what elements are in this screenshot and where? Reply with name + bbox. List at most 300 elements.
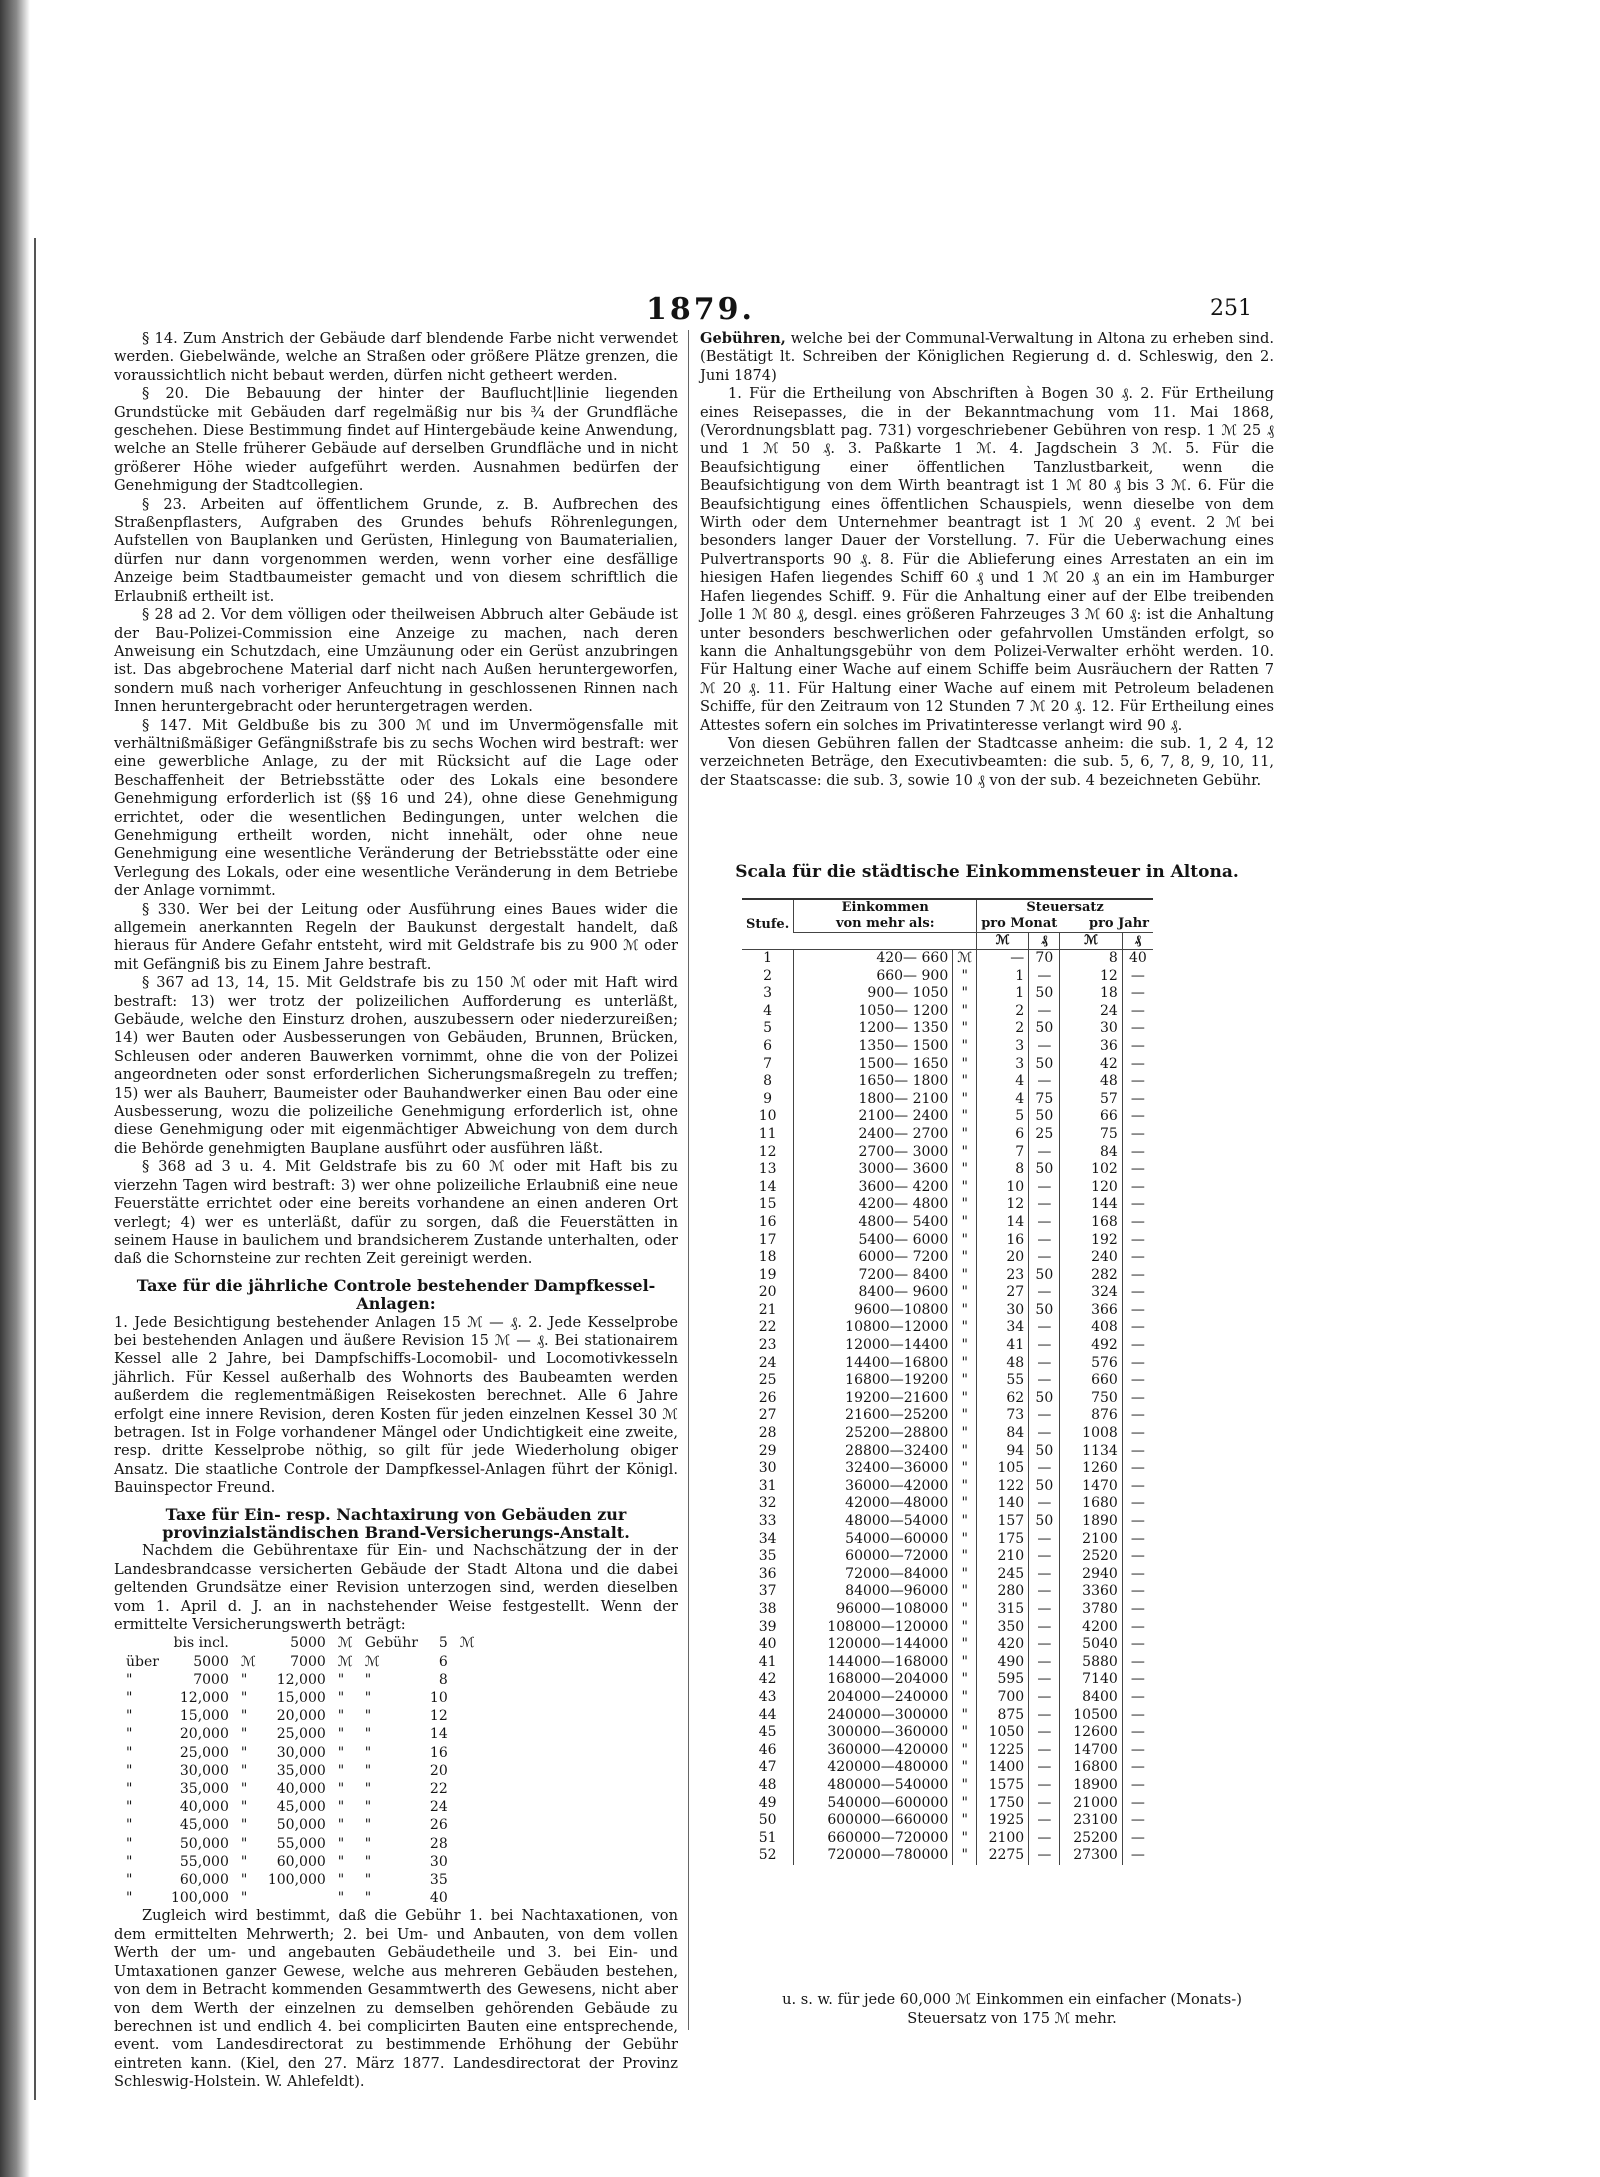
tax-cell: 19 <box>758 1266 777 1283</box>
tax-cell: 1800— 2100 <box>794 1091 953 1109</box>
tax-cell: " <box>953 1636 977 1654</box>
tax-cell: 23 <box>977 1267 1029 1285</box>
left-column <box>114 330 678 2092</box>
tax-row <box>742 1337 1153 1355</box>
tax-cell: 27 <box>758 1407 777 1424</box>
tax-cell: — <box>1122 1003 1153 1021</box>
regulation-paragraph: § 20. Die Bebauung der hinter der Bauflucht|linie liegenden Grundstücke mit Gebäuden darf regelmäßig nur bis ¾ der Grundfläche geschehen. Diese Bestimmung findet auf Hintergebäude keine Anwendung, welche an Stelle früherer Gebäude auf derselben Grundfläche und in nicht größerer Höhe wieder aufgeführt werden. Ausnahmen bedürfen der Genehmigung der Stadtcollegien. <box>114 385 678 495</box>
tax-cell: 120000—144000 <box>794 1636 953 1654</box>
fee-cell: " <box>240 1835 248 1852</box>
fee-cell: " <box>240 1799 248 1816</box>
header-year: pro Jahr <box>1088 916 1149 931</box>
tax-cell: — <box>1122 1548 1153 1566</box>
tax-cell: 875 <box>977 1707 1029 1725</box>
fee-cell: " <box>364 1872 372 1889</box>
tax-cell: 39 <box>758 1618 777 1635</box>
tax-row <box>742 1495 1153 1513</box>
insurance-fee-heading: Taxe für Ein- resp. Nachtaxirung von Gebäuden zur provinzialständischen Brand-Versicherungs-Anstalt. <box>162 1504 630 1542</box>
tax-cell: " <box>953 1196 977 1214</box>
tax-cell: — <box>1122 1759 1153 1777</box>
tax-cell: 35 <box>758 1548 777 1565</box>
tax-row <box>742 1671 1153 1689</box>
tax-cell: " <box>953 1038 977 1056</box>
tax-cell: — <box>1029 1795 1060 1813</box>
fee-cell <box>454 1798 481 1816</box>
header-month: pro Monat <box>981 916 1058 931</box>
tax-cell: — <box>1029 1460 1060 1478</box>
tax-scale-title: Scala für die städtische Einkommensteuer in Altona. <box>735 862 1239 882</box>
tax-cell: 10 <box>977 1179 1029 1197</box>
tax-cell: 43 <box>758 1688 777 1705</box>
tax-row <box>742 985 1153 1003</box>
tax-cell: 1050— 1200 <box>794 1003 953 1021</box>
tax-cell: " <box>953 1232 977 1250</box>
header-year-mark: ℳ <box>1060 933 1122 950</box>
tax-cell: 23 <box>758 1337 777 1354</box>
tax-cell: 144 <box>1060 1196 1122 1214</box>
fee-cell: " <box>240 1726 248 1743</box>
fee-cell: 60,000 <box>276 1853 326 1870</box>
tax-cell: 2100 <box>1060 1531 1122 1549</box>
tax-cell: 48 <box>758 1776 777 1793</box>
tax-cell: — <box>1122 1619 1153 1637</box>
header-rate <box>977 899 1153 933</box>
fee-cell: " <box>126 1835 133 1852</box>
tax-cell: 34 <box>977 1319 1029 1337</box>
tax-cell: — <box>1122 1108 1153 1126</box>
tax-cell: 1400 <box>977 1759 1029 1777</box>
tax-cell: 1 <box>977 985 1029 1003</box>
fee-cell: 20,000 <box>276 1708 326 1725</box>
tax-cell: 10 <box>758 1108 777 1125</box>
tax-cell: — <box>1029 1601 1060 1619</box>
tax-cell: 108000—120000 <box>794 1619 953 1637</box>
fee-cell: 8 <box>438 1671 448 1688</box>
fee-cell: " <box>240 1817 248 1834</box>
tax-cell: 47 <box>758 1759 777 1776</box>
fee-cell: " <box>337 1762 345 1779</box>
tax-cell: 300000—360000 <box>794 1724 953 1742</box>
tax-cell: 3600— 4200 <box>794 1179 953 1197</box>
tax-cell: 42 <box>1060 1056 1122 1074</box>
fee-row <box>120 1653 481 1671</box>
fee-cell: 50,000 <box>276 1817 326 1834</box>
fee-cell: " <box>364 1690 372 1707</box>
fee-cell: " <box>240 1708 248 1725</box>
tax-cell: " <box>953 1531 977 1549</box>
tax-cell: 1200— 1350 <box>794 1020 953 1038</box>
tax-row <box>742 1583 1153 1601</box>
tax-cell: 16800 <box>1060 1759 1122 1777</box>
fee-cell <box>454 1653 481 1671</box>
tax-row <box>742 1232 1153 1250</box>
tax-cell: — <box>1029 1777 1060 1795</box>
tax-cell: — <box>1029 1566 1060 1584</box>
fees-distribution: Von diesen Gebühren fallen der Stadtcasse anheim: die sub. 1, 2 4, 12 verzeichneten Beträge, den Executivbeamten: die sub. 5, 6, 7, 8, 9, 10, 11, der Staatscasse: die sub. 3, sowie 10 ₰ von der sub. 4 bezeichneten Gebühr. <box>700 734 1274 789</box>
tax-cell: 245 <box>977 1566 1029 1584</box>
fee-cell: " <box>364 1726 372 1743</box>
tax-row <box>742 1407 1153 1425</box>
tax-cell: 600000—660000 <box>794 1812 953 1830</box>
tax-row <box>742 1566 1153 1584</box>
tax-cell: — <box>1029 1144 1060 1162</box>
tax-cell: — <box>1122 1214 1153 1232</box>
fee-cell <box>454 1835 481 1853</box>
tax-cell: 2520 <box>1060 1548 1122 1566</box>
tax-cell: 25200 <box>1060 1830 1122 1848</box>
tax-row <box>742 1777 1153 1795</box>
tax-cell: 50 <box>1029 1443 1060 1461</box>
tax-cell: 73 <box>977 1407 1029 1425</box>
tax-cell: " <box>953 1003 977 1021</box>
insurance-fee-text: Nachdem die Gebührentaxe für Ein- und Nachschätzung der in der Landesbrandcasse versicherten Gebäude der Stadt Altona und die dabei geltenden Grundsätze einer Revision unterzogen sind, werden dieselben vom 1. April d. J. an in nachstehender Weise festgestellt. Wenn der ermittelte Versicherungswerth beträgt: <box>114 1542 678 1634</box>
fee-cell <box>454 1671 481 1689</box>
header-income <box>794 899 977 933</box>
fee-cell: " <box>364 1762 372 1779</box>
fee-cell: " <box>126 1671 133 1688</box>
tax-row <box>742 1161 1153 1179</box>
tax-cell: — <box>1029 968 1060 986</box>
tax-cell: — <box>1029 1073 1060 1091</box>
tax-cell: — <box>1029 1583 1060 1601</box>
tax-cell: " <box>953 1847 977 1865</box>
tax-cell: 14700 <box>1060 1742 1122 1760</box>
tax-cell: " <box>953 1284 977 1302</box>
tax-cell: 12 <box>1060 968 1122 986</box>
tax-cell: 2940 <box>1060 1566 1122 1584</box>
tax-cell: — <box>1029 1038 1060 1056</box>
tax-cell: 157 <box>977 1513 1029 1531</box>
tax-cell: 876 <box>1060 1407 1122 1425</box>
tax-cell: — <box>1122 1161 1153 1179</box>
fee-cell: " <box>337 1817 345 1834</box>
tax-cell: 540000—600000 <box>794 1795 953 1813</box>
tax-cell: 175 <box>977 1531 1029 1549</box>
tax-cell: 240 <box>1060 1249 1122 1267</box>
fee-cell: 15,000 <box>179 1708 229 1725</box>
tax-cell: 66 <box>1060 1108 1122 1126</box>
tax-cell: 366 <box>1060 1302 1122 1320</box>
tax-cell: 6 <box>763 1037 773 1054</box>
tax-row <box>742 1619 1153 1637</box>
fee-cell: 10 <box>429 1690 448 1707</box>
tax-cell: 50 <box>1029 1267 1060 1285</box>
tax-row <box>742 1091 1153 1109</box>
tax-cell: " <box>953 1812 977 1830</box>
tax-cell: 30 <box>1060 1020 1122 1038</box>
tax-cell: 84 <box>1060 1144 1122 1162</box>
fee-cell: 55,000 <box>179 1853 229 1870</box>
fee-row <box>120 1689 481 1707</box>
fee-cell: 100,000 <box>170 1890 229 1907</box>
tax-cell: 1680 <box>1060 1495 1122 1513</box>
tax-cell: 42000—48000 <box>794 1495 953 1513</box>
fee-cell: 100,000 <box>267 1872 326 1889</box>
tax-cell: 21600—25200 <box>794 1407 953 1425</box>
tax-cell: 1 <box>977 968 1029 986</box>
tax-cell: — <box>1029 1249 1060 1267</box>
fee-cell: ℳ <box>240 1653 256 1670</box>
fee-cell: 50,000 <box>179 1835 229 1852</box>
boiler-fee-text: 1. Jede Besichtigung bestehender Anlagen 15 ℳ — ₰. 2. Jede Kesselprobe bei bestehenden Anlagen und äußere Revision 15 ℳ — ₰. Bei stationairem Kessel alle 2 Jahre, bei Dampfschiffs-Locomobil- und Locomotivkesseln jährlich. Für Kessel außerhalb des Wohnorts des Baubeamten werden außerdem die reglementmäßigen Reisekosten berechnet. Alle 6 Jahre erfolgt eine innere Revision, deren Kosten für jeden einzelnen Kessel 30 ℳ betragen. Ist in Folge vorhandener Mängel oder Undichtigkeit eine zweite, resp. dritte Kesselprobe nöthig, so gilt für jede Wiederholung obiger Ansatz. Die staatliche Controle der Dampfkessel-Anlagen führt der Königl. Bauinspector Freund. <box>114 1313 678 1497</box>
tax-cell: 4 <box>977 1091 1029 1109</box>
tax-row <box>742 1126 1153 1144</box>
tax-cell: 4200 <box>1060 1619 1122 1637</box>
tax-cell: 30 <box>977 1302 1029 1320</box>
tax-cell: 25 <box>1029 1126 1060 1144</box>
tax-cell: — <box>1029 1707 1060 1725</box>
fee-cell: " <box>337 1872 345 1889</box>
tax-cell: " <box>953 985 977 1003</box>
tax-cell: 210 <box>977 1548 1029 1566</box>
fee-cell <box>454 1853 481 1871</box>
fee-cell: " <box>126 1708 133 1725</box>
tax-cell: 16800—19200 <box>794 1372 953 1390</box>
fee-cell: " <box>240 1744 248 1761</box>
fee-cell: " <box>240 1762 248 1779</box>
tax-cell: 2275 <box>977 1847 1029 1865</box>
page-number: 251 <box>1210 296 1252 321</box>
regulation-paragraph: § 367 ad 13, 14, 15. Mit Geldstrafe bis zu 150 ℳ oder mit Haft wird bestraft: 13) wer trotz der polizeilichen Aufforderung es unterläßt, Gebäude, welche den Einsturz drohen, auszubessern oder niederzureißen; 14) wer Bauten oder Ausbesserungen von Gebäuden, Brunnen, Brücken, Schleusen oder anderen Bauwerken vornimmt, ohne die von der Polizei angeordneten oder sonst erforderlichen Sicherungsmaßregeln zu treffen; 15) wer als Bauherr, Baumeister oder Bauhandwerker einen Bau oder eine Ausbesserung, wozu die polizeiliche Genehmigung erforderlich ist, ohne diese Genehmigung oder mit eigenmächtiger Abweichung von dem durch die Behörde genehmigten Bauplane ausführt oder ausführen läßt. <box>114 974 678 1157</box>
fee-cell: 30,000 <box>179 1762 229 1779</box>
tax-cell: 480000—540000 <box>794 1777 953 1795</box>
tax-cell: — <box>1122 1232 1153 1250</box>
tax-cell: — <box>1029 1232 1060 1250</box>
fee-row <box>120 1780 481 1798</box>
regulation-paragraphs <box>114 330 678 1269</box>
header-month-mark: ℳ <box>977 933 1029 950</box>
tax-cell: " <box>953 1513 977 1531</box>
fee-cell <box>454 1707 481 1725</box>
tax-cell: 60000—72000 <box>794 1548 953 1566</box>
tax-cell: 420000—480000 <box>794 1759 953 1777</box>
tax-cell: 24 <box>758 1354 777 1371</box>
fee-cell: " <box>337 1799 345 1816</box>
tax-cell: — <box>1029 1531 1060 1549</box>
tax-cell: 36 <box>1060 1038 1122 1056</box>
fee-cell: " <box>364 1671 372 1688</box>
tax-cell: 8400— 9600 <box>794 1284 953 1302</box>
tax-cell: 12600 <box>1060 1724 1122 1742</box>
tax-row <box>742 1513 1153 1531</box>
tax-cell: — <box>1029 1425 1060 1443</box>
boiler-fee-heading: Taxe für die jährliche Controle bestehender Dampfkessel-Anlagen: <box>136 1275 656 1314</box>
fee-cell: 30,000 <box>276 1744 326 1761</box>
tax-row <box>742 1372 1153 1390</box>
tax-cell: 324 <box>1060 1284 1122 1302</box>
tax-cell: — <box>1122 1513 1153 1531</box>
tax-cell: 2 <box>977 1003 1029 1021</box>
tax-cell: — <box>1122 1407 1153 1425</box>
tax-cell: — <box>1122 1654 1153 1672</box>
tax-cell: 122 <box>977 1478 1029 1496</box>
tax-cell: — <box>1122 1601 1153 1619</box>
tax-cell: 3360 <box>1060 1583 1122 1601</box>
tax-row <box>742 1179 1153 1197</box>
tax-cell: 21 <box>758 1301 777 1318</box>
tax-cell: — <box>1122 1337 1153 1355</box>
tax-cell: 16 <box>758 1213 777 1230</box>
header-year-pf: ₰ <box>1122 933 1153 950</box>
fee-cell: ℳ <box>337 1653 353 1670</box>
fee-cell: 5000 <box>193 1653 229 1670</box>
tax-cell: 282 <box>1060 1267 1122 1285</box>
tax-cell: 48 <box>977 1355 1029 1373</box>
tax-cell: 20 <box>977 1249 1029 1267</box>
tax-cell: " <box>953 1337 977 1355</box>
tax-cell: — <box>1122 1830 1153 1848</box>
tax-cell: 7140 <box>1060 1671 1122 1689</box>
fee-cell: 15,000 <box>276 1690 326 1707</box>
tax-cell: 18 <box>1060 985 1122 1003</box>
fee-cell: 24 <box>429 1799 448 1816</box>
fee-cell: " <box>364 1817 372 1834</box>
tax-cell: " <box>953 1214 977 1232</box>
tax-cell: — <box>1029 1319 1060 1337</box>
tax-cell: " <box>953 1601 977 1619</box>
tax-row <box>742 1302 1153 1320</box>
tax-cell: " <box>953 1249 977 1267</box>
tax-cell: " <box>953 1179 977 1197</box>
tax-cell: 50 <box>1029 985 1060 1003</box>
fee-cell <box>262 1889 332 1907</box>
fee-cell: " <box>364 1799 372 1816</box>
tax-cell: " <box>953 1460 977 1478</box>
fee-header-prefix: bis incl. <box>173 1635 229 1652</box>
tax-cell: 15 <box>758 1196 777 1213</box>
tax-cell: — <box>1029 1003 1060 1021</box>
regulation-paragraph: § 14. Zum Anstrich der Gebäude darf blendende Farbe nicht verwendet werden. Giebelwände, welche an Straßen oder größere Plätze grenzen, die voraussichtlich nicht bebaut werden, dürfen nicht getheert werden. <box>114 330 678 384</box>
tax-row <box>742 1812 1153 1830</box>
tax-cell: 54000—60000 <box>794 1531 953 1549</box>
tax-cell: 27 <box>977 1284 1029 1302</box>
tax-cell: 3780 <box>1060 1601 1122 1619</box>
tax-cell: — <box>1122 1583 1153 1601</box>
fee-cell: 12,000 <box>276 1671 326 1688</box>
regulation-paragraph: § 23. Arbeiten auf öffentlichem Grunde, z. B. Aufbrechen des Straßenpflasters, Aufgraben des Grundes behufs Röhrenlegungen, Aufstellen von Bauplanken und Gerüsten, Hinlegung von Baumaterialien, dürfen nur dann vorgenommen werden, wenn vorher eine desfällige Anzeige beim Stadtbaumeister gemacht und von diesem schriftlich die Erlaubniß ertheilt ist. <box>114 495 678 605</box>
tax-cell: " <box>953 1795 977 1813</box>
tax-cell: 1050 <box>977 1724 1029 1742</box>
tax-cell: — <box>1122 1355 1153 1373</box>
tax-cell: 1225 <box>977 1742 1029 1760</box>
header-month-pf: ₰ <box>1029 933 1060 950</box>
tax-cell: — <box>1029 1355 1060 1373</box>
tax-row <box>742 1689 1153 1707</box>
fee-cell: " <box>337 1744 345 1761</box>
tax-cell: 36 <box>758 1565 777 1582</box>
tax-cell: 19200—21600 <box>794 1390 953 1408</box>
fee-header-unit: ℳ <box>337 1635 353 1652</box>
tax-cell: 3 <box>977 1038 1029 1056</box>
fee-cell: über <box>126 1653 159 1670</box>
tax-cell: 50 <box>1029 1390 1060 1408</box>
tax-cell: — <box>1122 968 1153 986</box>
tax-cell: " <box>953 1020 977 1038</box>
tax-cell: 72000—84000 <box>794 1566 953 1584</box>
tax-row <box>742 1654 1153 1672</box>
tax-cell: — <box>1029 1619 1060 1637</box>
fee-cell: " <box>337 1690 345 1707</box>
tax-cell: 10800—12000 <box>794 1319 953 1337</box>
header-rate-label: Steuersatz <box>1026 900 1104 915</box>
income-tax-table <box>742 898 1153 1865</box>
fee-cell: 12 <box>429 1708 448 1725</box>
fee-cell: " <box>126 1744 133 1761</box>
fee-row <box>120 1707 481 1725</box>
tax-cell: " <box>953 1355 977 1373</box>
tax-row <box>742 1636 1153 1654</box>
tax-cell: — <box>1122 1795 1153 1813</box>
fee-cell: 55,000 <box>276 1835 326 1852</box>
tax-cell: 1750 <box>977 1795 1029 1813</box>
tax-cell: — <box>1029 1214 1060 1232</box>
tax-cell: 1134 <box>1060 1443 1122 1461</box>
tax-cell: " <box>953 1759 977 1777</box>
fees-intro: welche bei der Communal-Verwaltung in Altona zu erheben sind. (Bestätigt lt. Schreiben der Königlichen Regierung d. d. Schleswig, den 2. Juni 1874) <box>700 330 1274 384</box>
tax-cell: " <box>953 1390 977 1408</box>
tax-cell: " <box>953 1091 977 1109</box>
tax-cell: 50 <box>1029 1478 1060 1496</box>
tax-cell: " <box>953 1707 977 1725</box>
tax-cell: 6000— 7200 <box>794 1249 953 1267</box>
tax-cell: — <box>1029 1742 1060 1760</box>
tax-row <box>742 1144 1153 1162</box>
tax-cell: 40 <box>758 1636 777 1653</box>
tax-cell: 1500— 1650 <box>794 1056 953 1074</box>
tax-cell: 9600—10800 <box>794 1302 953 1320</box>
tax-cell: — <box>1122 1196 1153 1214</box>
fee-header-unit-spacer <box>235 1634 262 1652</box>
tax-cell: 7 <box>977 1144 1029 1162</box>
tax-cell: 32400—36000 <box>794 1460 953 1478</box>
tax-cell: — <box>1122 1531 1153 1549</box>
fee-cell: " <box>364 1835 372 1852</box>
tax-row <box>742 1742 1153 1760</box>
tax-cell: 280 <box>977 1583 1029 1601</box>
fee-cell <box>454 1780 481 1798</box>
tax-cell: 700 <box>977 1689 1029 1707</box>
tax-cell: 18 <box>758 1249 777 1266</box>
tax-cell: " <box>953 1267 977 1285</box>
tax-cell: — <box>1122 1478 1153 1496</box>
tax-cell: " <box>953 1443 977 1461</box>
tax-cell: — <box>1029 1372 1060 1390</box>
fee-row <box>120 1816 481 1834</box>
tax-cell: 9 <box>763 1090 773 1107</box>
tax-row <box>742 1355 1153 1373</box>
tax-cell: 1575 <box>977 1777 1029 1795</box>
tax-cell: " <box>953 1073 977 1091</box>
tax-row <box>742 1108 1153 1126</box>
tax-cell: 34 <box>758 1530 777 1547</box>
tax-cell: " <box>953 968 977 986</box>
tax-cell: 31 <box>758 1477 777 1494</box>
tax-cell: " <box>953 1302 977 1320</box>
tax-cell: — <box>1122 1777 1153 1795</box>
fee-cell: 12,000 <box>179 1690 229 1707</box>
tax-row <box>742 1073 1153 1091</box>
fee-cell: 14 <box>429 1726 448 1743</box>
tax-cell: — <box>1029 1495 1060 1513</box>
tax-cell: 420 <box>977 1636 1029 1654</box>
tax-cell: 70 <box>1029 950 1060 968</box>
tax-cell: 1890 <box>1060 1513 1122 1531</box>
tax-cell: 350 <box>977 1619 1029 1637</box>
tax-cell: 33 <box>758 1513 777 1529</box>
fee-cell: " <box>364 1853 372 1870</box>
tax-row <box>742 1443 1153 1461</box>
tax-row <box>742 1830 1153 1848</box>
